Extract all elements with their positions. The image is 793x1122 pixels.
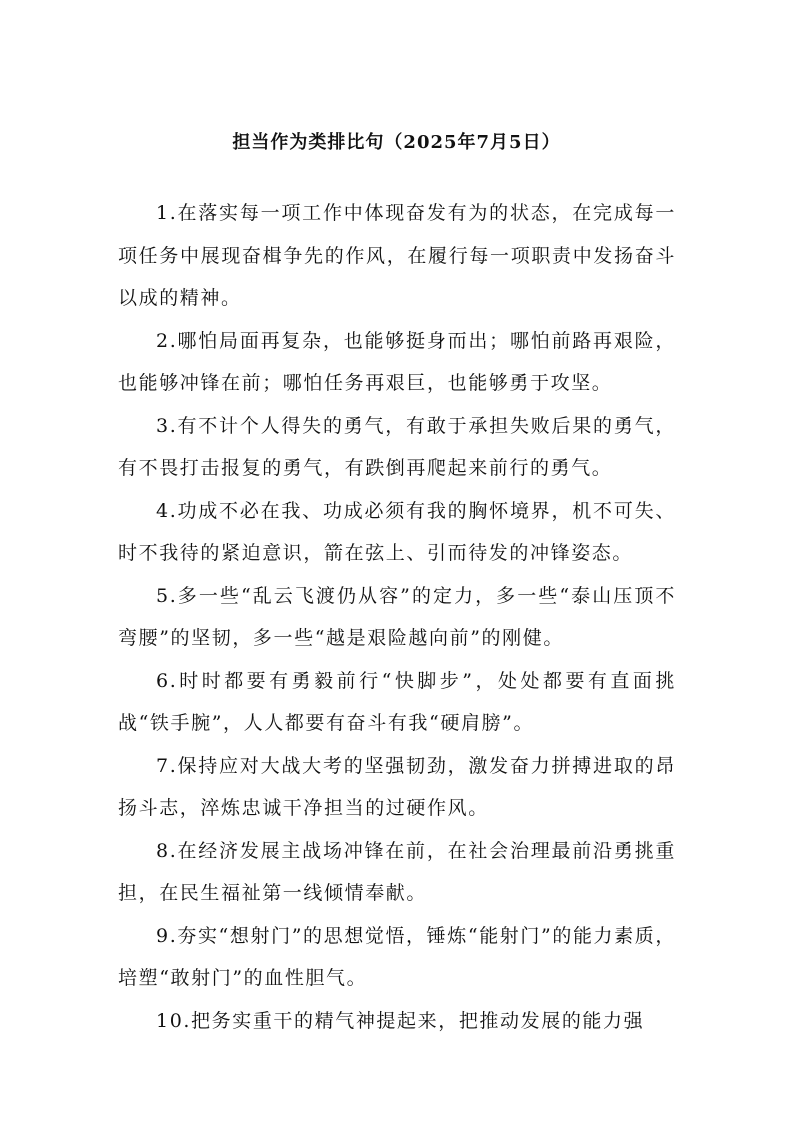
paragraph-10: 10.把务实重干的精气神提起来，把推动发展的能力强: [156, 1009, 645, 1032]
paragraph-8: 8.在经济发展主战场冲锋在前，在社会治理最前沿勇挑重担，在民生福祉第一线倾情奉献。: [118, 839, 676, 904]
paragraph-9: 9.夯实“想射门”的思想觉悟，锤炼“能射门”的能力素质，培塑“敢射门”的血性胆气。: [118, 924, 676, 989]
paragraph-5: 5.多一些“乱云飞渡仍从容”的定力，多一些“泰山压顶不弯腰”的坚韧，多一些“越是艰险越向前”的刚健。: [118, 584, 676, 649]
paragraph-2: 2.哪怕局面再复杂，也能够挺身而出；哪怕前路再艰险，也能够冲锋在前；哪怕任务再艰巨，也能够勇于攻坚。: [118, 329, 676, 394]
paragraph-3: 3.有不计个人得失的勇气，有敢于承担失败后果的勇气，有不畏打击报复的勇气，有跌倒再爬起来前行的勇气。: [118, 414, 676, 479]
paragraph-7: 7.保持应对大战大考的坚强韧劲，激发奋力拼搏进取的昂扬斗志，淬炼忠诚干净担当的过硬作风。: [118, 754, 676, 819]
paragraph-1: 1.在落实每一项工作中体现奋发有为的状态，在完成每一项任务中展现奋楫争先的作风，在履行每一项职责中发扬奋斗以成的精神。: [118, 202, 676, 309]
document-body: [118, 192, 676, 1042]
document-title: 担当作为类排比句（2025年7月5日）: [232, 132, 561, 153]
paragraph-4: 4.功成不必在我、功成必须有我的胸怀境界，机不可失、时不我待的紧迫意识，箭在弦上、引而待发的冲锋姿态。: [118, 499, 676, 564]
paragraph-6: 6.时时都要有勇毅前行“快脚步”，处处都要有直面挑战“铁手腕”，人人都要有奋斗有我“硬肩膀”。: [118, 669, 676, 734]
